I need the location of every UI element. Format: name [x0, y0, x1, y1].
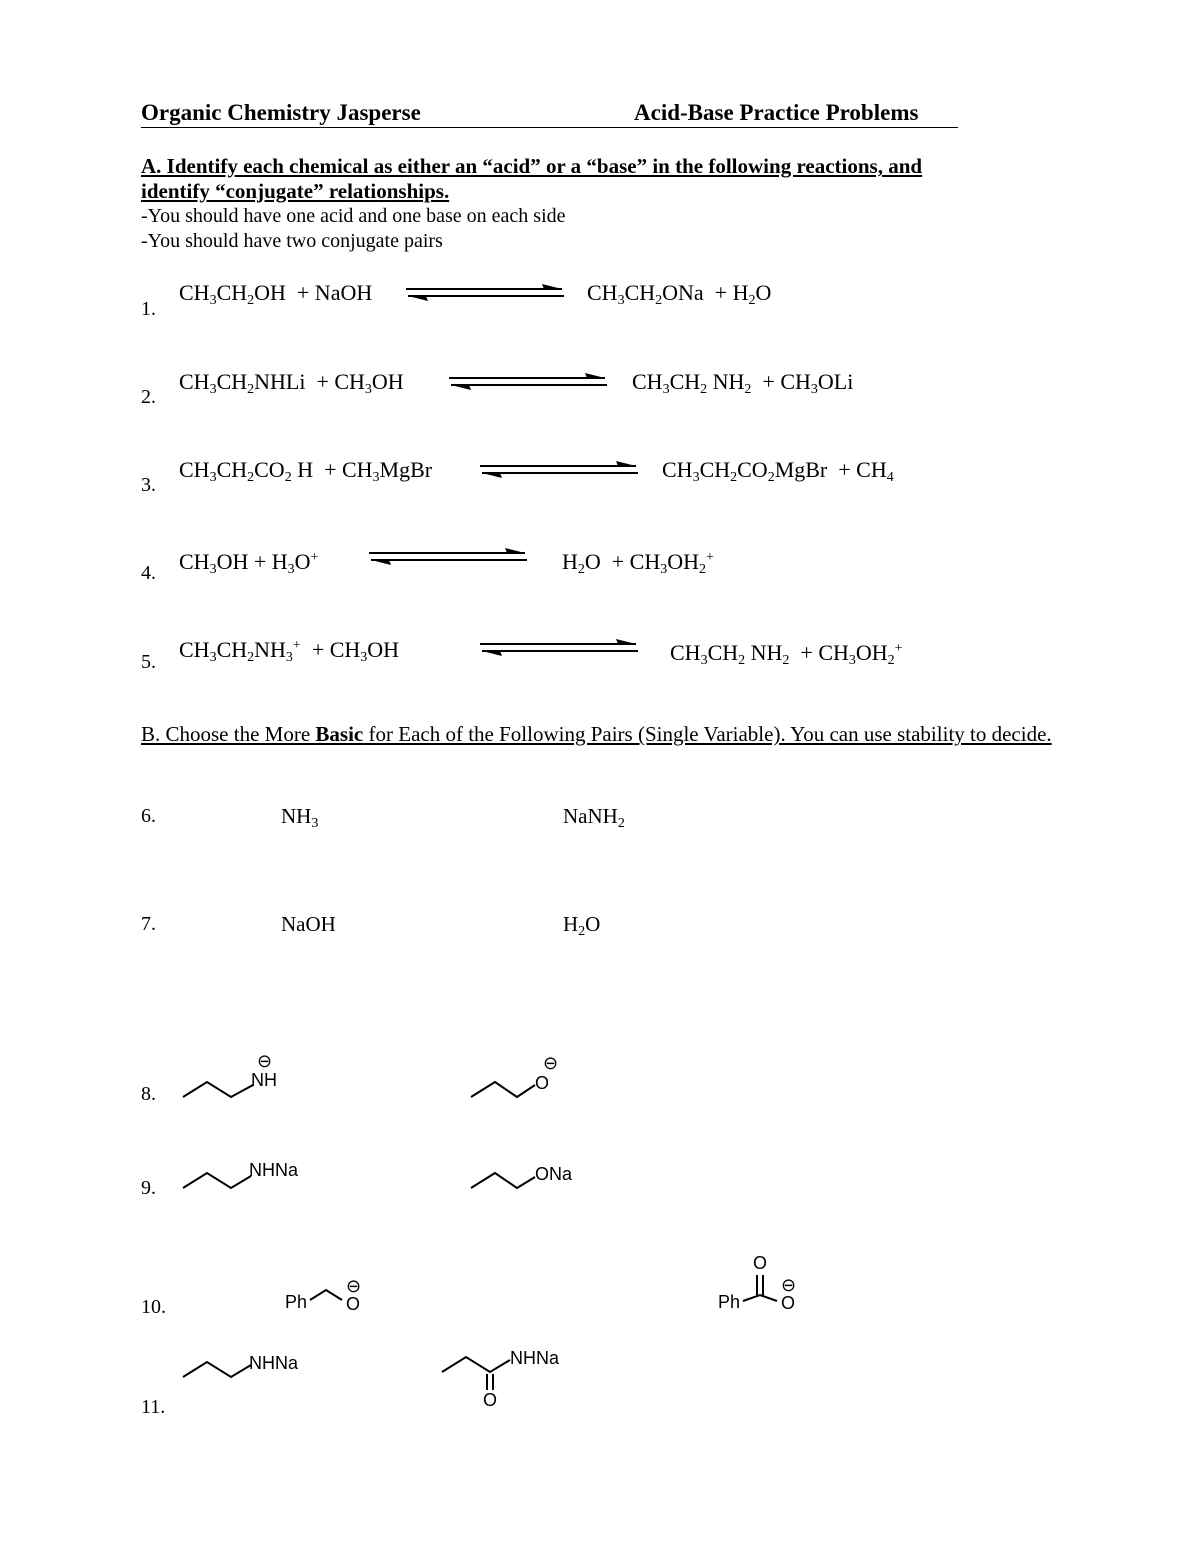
pair-11-number: 11. [141, 1396, 166, 1418]
negative-charge-icon: ⊖ [543, 1053, 559, 1073]
pair-11-structure-b [436, 1340, 596, 1415]
reaction-1-products: $CH_3CH_2ONa + H_2O$ [587, 280, 772, 308]
worksheet-title: Acid-Base Practice Problems [634, 100, 919, 125]
negative-charge-icon: ⊖ [257, 1051, 273, 1071]
pair-8-structure-b [465, 1045, 585, 1105]
pair-6-option-a: $NH_3$ [281, 804, 319, 831]
reaction-4-products: $H_2O + CH_3OH_2^+$ [562, 549, 714, 577]
reaction-3-number: 3. [141, 474, 156, 496]
reaction-3-products: $CH_3CH_2CO_2MgBr + CH_4$ [662, 457, 894, 485]
svg-text:NHNa: NHNa [510, 1348, 560, 1368]
reaction-4-number: 4. [141, 562, 156, 584]
reaction-5-products: $CH_3CH_2$ $NH_2 + CH_3OH_2^+$ [670, 640, 903, 668]
reaction-4-equilibrium-arrow-icon [367, 547, 529, 567]
svg-text:Ph: Ph [718, 1292, 741, 1312]
svg-text:O: O [535, 1073, 550, 1093]
svg-text:NHNa: NHNa [249, 1353, 299, 1373]
reaction-2-products: $CH_3CH_2$ $NH_2 + CH_3OLi$ [632, 369, 854, 397]
reaction-4-reactants: $CH_3OH + H_3O^+$ [179, 549, 319, 577]
svg-text:O: O [753, 1253, 768, 1273]
svg-text:NH: NH [251, 1070, 277, 1090]
pair-9-structure-a [175, 1150, 315, 1200]
pair-10-number: 10. [141, 1296, 166, 1318]
svg-text:NHNa: NHNa [249, 1160, 299, 1180]
pair-6-option-b: NaNH$_2$ [563, 804, 625, 831]
pair-10-structure-b [713, 1245, 823, 1320]
reaction-5-reactants: $CH_3CH_2NH_3^+ + CH_3OH$ [179, 637, 400, 665]
pair-9-structure-b [465, 1150, 605, 1200]
reaction-1-number: 1. [141, 298, 156, 320]
reaction-3-reactants: $CH_3CH_2CO_2$ $H + CH_3MgBr$ [179, 457, 433, 485]
reaction-2-reactants: $CH_3CH_2NHLi + CH_3OH$ [179, 369, 404, 397]
svg-text:Ph: Ph [285, 1292, 308, 1312]
reaction-2-equilibrium-arrow-icon [447, 372, 609, 392]
svg-text:O: O [781, 1293, 796, 1313]
section-a-note-2: -You should have two conjugate pairs [141, 230, 443, 252]
reaction-2-number: 2. [141, 386, 156, 408]
pair-11-structure-a [175, 1345, 315, 1395]
section-b-title: B. Choose the More Basic for Each of the Following Pairs (Single Variable). You can use stability to decide. [141, 722, 1052, 746]
pair-8-structure-a [175, 1045, 295, 1105]
negative-charge-icon: ⊖ [781, 1275, 797, 1295]
reaction-5-equilibrium-arrow-icon [478, 638, 640, 658]
pair-10-structure-a [280, 1270, 390, 1320]
course-title: Organic Chemistry Jasperse [141, 100, 421, 125]
reaction-5-number: 5. [141, 651, 156, 673]
pair-7-option-a: NaOH [281, 912, 336, 936]
reaction-1-reactants: $CH_3CH_2OH$ + NaOH [179, 280, 373, 308]
svg-text:ONa: ONa [535, 1164, 573, 1184]
reaction-3-equilibrium-arrow-icon [478, 460, 640, 480]
header-rule [141, 127, 958, 128]
negative-charge-icon: ⊖ [346, 1276, 362, 1296]
section-a-title-line1: A. Identify each chemical as either an “acid” or a “base” in the following reactions, and [141, 154, 923, 178]
pair-8-number: 8. [141, 1083, 156, 1105]
pair-6-number: 6. [141, 805, 156, 827]
pair-9-number: 9. [141, 1177, 156, 1199]
svg-text:O: O [346, 1294, 361, 1314]
pair-7-option-b: $H_2O$ [563, 912, 601, 939]
section-a-note-1: -You should have one acid and one base on each side [141, 205, 566, 227]
section-a-title-line2: identify “conjugate” relationships. [141, 179, 450, 203]
svg-text:O: O [483, 1390, 498, 1410]
reaction-1-equilibrium-arrow-icon [404, 283, 566, 303]
pair-7-number: 7. [141, 913, 156, 935]
